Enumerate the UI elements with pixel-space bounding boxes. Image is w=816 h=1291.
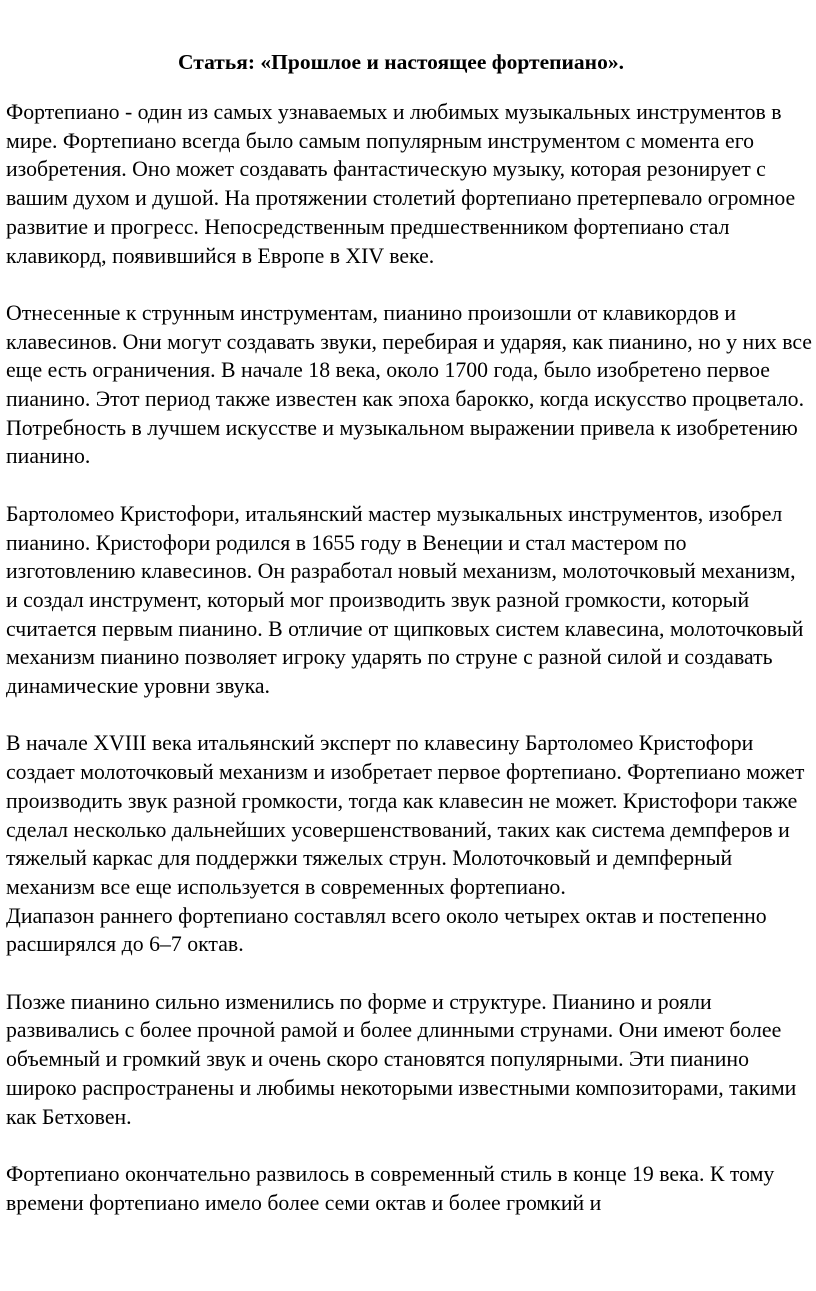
article-title: Статья: «Прошлое и настоящее фортепиано».: [178, 50, 624, 74]
paragraph-cristofori: Бартоломео Кристофори, итальянский мастер музыкальных инструментов, изобрел пианино. Кристофори родился в 1655 году в Венеции и стал мастером по изготовлению клавесинов. Он разработал новый механизм, молоточковый механизм, и создал инструмент, который мог производить звук разной громкости, который считается первым пианино. В отличие от щипковых систем клавесина, молоточковый механизм пианино позволяет игроку ударять по струне с разной силой и создавать динамические уровни звука.: [6, 501, 804, 699]
paragraph-origins: Отнесенные к струнным инструментам, пианино произошли от клавикордов и клавесинов. Они могут создавать звуки, перебирая и ударяя, как пианино, но у них все еще есть ограничения. В начале 18 века, около 1700 года, было изобретено первое пианино. Этот период также известен как эпоха барокко, когда искусство процветало. Потребность в лучшем искусстве и музыкальном выражении привела к изобретению пианино.: [6, 300, 812, 469]
paragraph-modern-style: Фортепиано окончательно развилось в современный стиль в конце 19 века. К тому времени фортепиано имело более семи октав и более громкий и: [6, 1161, 775, 1215]
paragraph-hammer-mechanism: В начале XVIII века итальянский эксперт по клавесину Бартоломео Кристофори создает молоточковый механизм и изобретает первое фортепиано. Фортепиано может производить звук разной громкости, тогда как клавесин не может. Кристофори также сделал несколько дальнейших усовершенствований, таких как система демпферов и тяжелый каркас для поддержки тяжелых струн. Молоточковый и демпферный механизм все еще используется в современных фортепиано.: [6, 731, 805, 899]
paragraph-intro: Фортепиано - один из самых узнаваемых и любимых музыкальных инструментов в мире. Фортепиано всегда было самым популярным инструментом с момента его изобретения. Оно может создавать фантастическую музыку, которая резонирует с вашим духом и душой. На протяжении столетий фортепиано претерпевало огромное развитие и прогресс. Непосредственным предшественником фортепиано стал клавикорд, появившийся в Европе в XIV веке.: [6, 100, 796, 268]
paragraph-later-changes: Позже пианино сильно изменились по форме и структуре. Пианино и рояли развивались с более прочной рамой и более длинными струнами. Они имеют более объемный и громкий звук и очень скоро становятся популярными. Эти пианино широко распространены и любимы некоторыми известными композиторами, такими как Бетховен.: [6, 989, 797, 1129]
paragraph-range: Диапазон раннего фортепиано составлял всего около четырех октав и постепенно расширялся до 6–7 октав.: [6, 903, 767, 957]
